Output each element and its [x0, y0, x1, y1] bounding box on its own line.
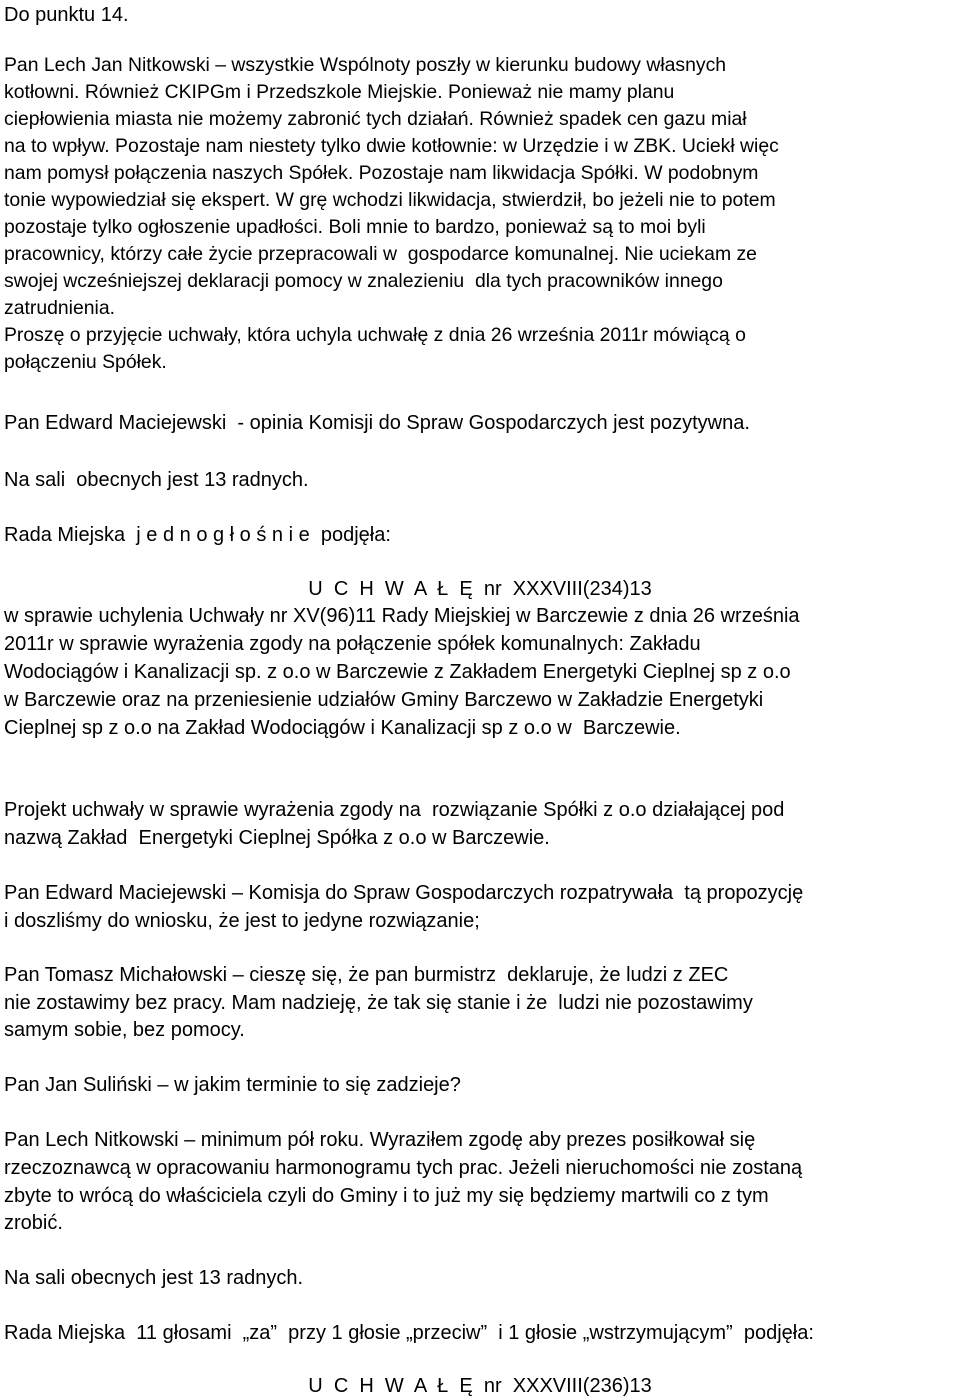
speaker-line: rzeczoznawcą w opracowaniu harmonogramu tych prac. Jeżeli nieruchomości nie zostaną [4, 1157, 803, 1179]
attendance-note: Na sali obecnych jest 13 radnych. [4, 469, 309, 491]
resolution-text-line: 2011r w sprawie wyrażenia zgody na połączenie spółek komunalnych: Zakładu [4, 633, 701, 655]
resolution-text-line: Cieplnej sp z o.o na Zakład Wodociągów i Kanalizacji sp z o.o w Barczewie. [4, 717, 681, 739]
paragraph-line: swojej wcześniejszej deklaracji pomocy w znalezieniu dla tych pracowników innego [4, 270, 723, 292]
section-heading: Do punktu 14. [4, 4, 129, 26]
paragraph-line: Pan Lech Jan Nitkowski – wszystkie Wspólnoty poszły w kierunku budowy własnych [4, 54, 727, 76]
speaker-line: Pan Edward Maciejewski – Komisja do Spraw Gospodarczych rozpatrywała tą propozycję [4, 882, 804, 904]
vote-result: Rada Miejska j e d n o g ł o ś n i e podjęła: [4, 524, 391, 546]
speaker-line: zrobić. [4, 1212, 63, 1234]
resolution-title: U C H W A Ł Ę nr XXXVIII(234)13 [308, 578, 652, 600]
paragraph-line: kotłowni. Również CKIPGm i Przedszkole Miejskie. Ponieważ nie mamy planu [4, 81, 675, 103]
resolution-title: U C H W A Ł Ę nr XXXVIII(236)13 [308, 1375, 652, 1397]
resolution-text-line: w sprawie uchylenia Uchwały nr XV(96)11 Rady Miejskiej w Barczewie z dnia 26 września [4, 605, 800, 627]
resolution-text-line: Wodociągów i Kanalizacji sp. z o.o w Barczewie z Zakładem Energetyki Cieplnej sp z o.o [4, 661, 791, 683]
paragraph-line: tonie wypowiedział się ekspert. W grę wchodzi likwidacja, stwierdził, bo jeżeli nie to potem [4, 189, 776, 211]
paragraph-line: połączeniu Spółek. [4, 351, 167, 373]
resolution-text-line: w Barczewie oraz na przeniesienie udziałów Gminy Barczewo w Zakładzie Energetyki [4, 689, 764, 711]
committee-opinion: Pan Edward Maciejewski - opinia Komisji do Spraw Gospodarczych jest pozytywna. [4, 412, 750, 434]
speaker-line: Pan Lech Nitkowski – minimum pół roku. Wyraziłem zgodę aby prezes posiłkował się [4, 1129, 756, 1151]
speaker-line: i doszliśmy do wniosku, że jest to jedyne rozwiązanie; [4, 910, 480, 932]
attendance-note: Na sali obecnych jest 13 radnych. [4, 1267, 304, 1289]
paragraph-line: zatrudnienia. [4, 297, 116, 319]
speaker-line: nie zostawimy bez pracy. Mam nadzieję, że tak się stanie i że ludzi nie pozostawimy [4, 992, 753, 1014]
paragraph-line: na to wpływ. Pozostaje nam niestety tylko dwie kotłownie: w Urzędzie i w ZBK. Uciekł więc [4, 135, 779, 157]
paragraph-line: pracownicy, którzy całe życie przepracowali w gospodarce komunalnej. Nie uciekam ze [4, 243, 757, 265]
speaker-line: Pan Tomasz Michałowski – cieszę się, że pan burmistrz deklaruje, że ludzi z ZEC [4, 964, 729, 986]
project-line: Projekt uchwały w sprawie wyrażenia zgody na rozwiązanie Spółki z o.o działającej pod [4, 799, 785, 821]
speaker-line: Pan Jan Suliński – w jakim terminie to się zadzieje? [4, 1074, 461, 1096]
paragraph-line: pozostaje tylko ogłoszenie upadłości. Boli mnie to bardzo, ponieważ są to moi byli [4, 216, 706, 238]
speaker-line: zbyte to wrócą do właściciela czyli do Gminy i to już my się będziemy martwili co z tym [4, 1185, 769, 1207]
paragraph-line: Proszę o przyjęcie uchwały, która uchyla uchwałę z dnia 26 września 2011r mówiącą o [4, 324, 746, 346]
vote-result: Rada Miejska 11 głosami „za” przy 1 głosie „przeciw” i 1 głosie „wstrzymującym” podjęła: [4, 1322, 814, 1344]
paragraph-line: ciepłowienia miasta nie możemy zabronić tych działań. Również spadek cen gazu miał [4, 108, 747, 130]
speaker-line: samym sobie, bez pomocy. [4, 1019, 245, 1041]
project-line: nazwą Zakład Energetyki Cieplnej Spółka z o.o w Barczewie. [4, 827, 550, 849]
paragraph-line: nam pomysł połączenia naszych Spółek. Pozostaje nam likwidacja Spółki. W podobnym [4, 162, 759, 184]
